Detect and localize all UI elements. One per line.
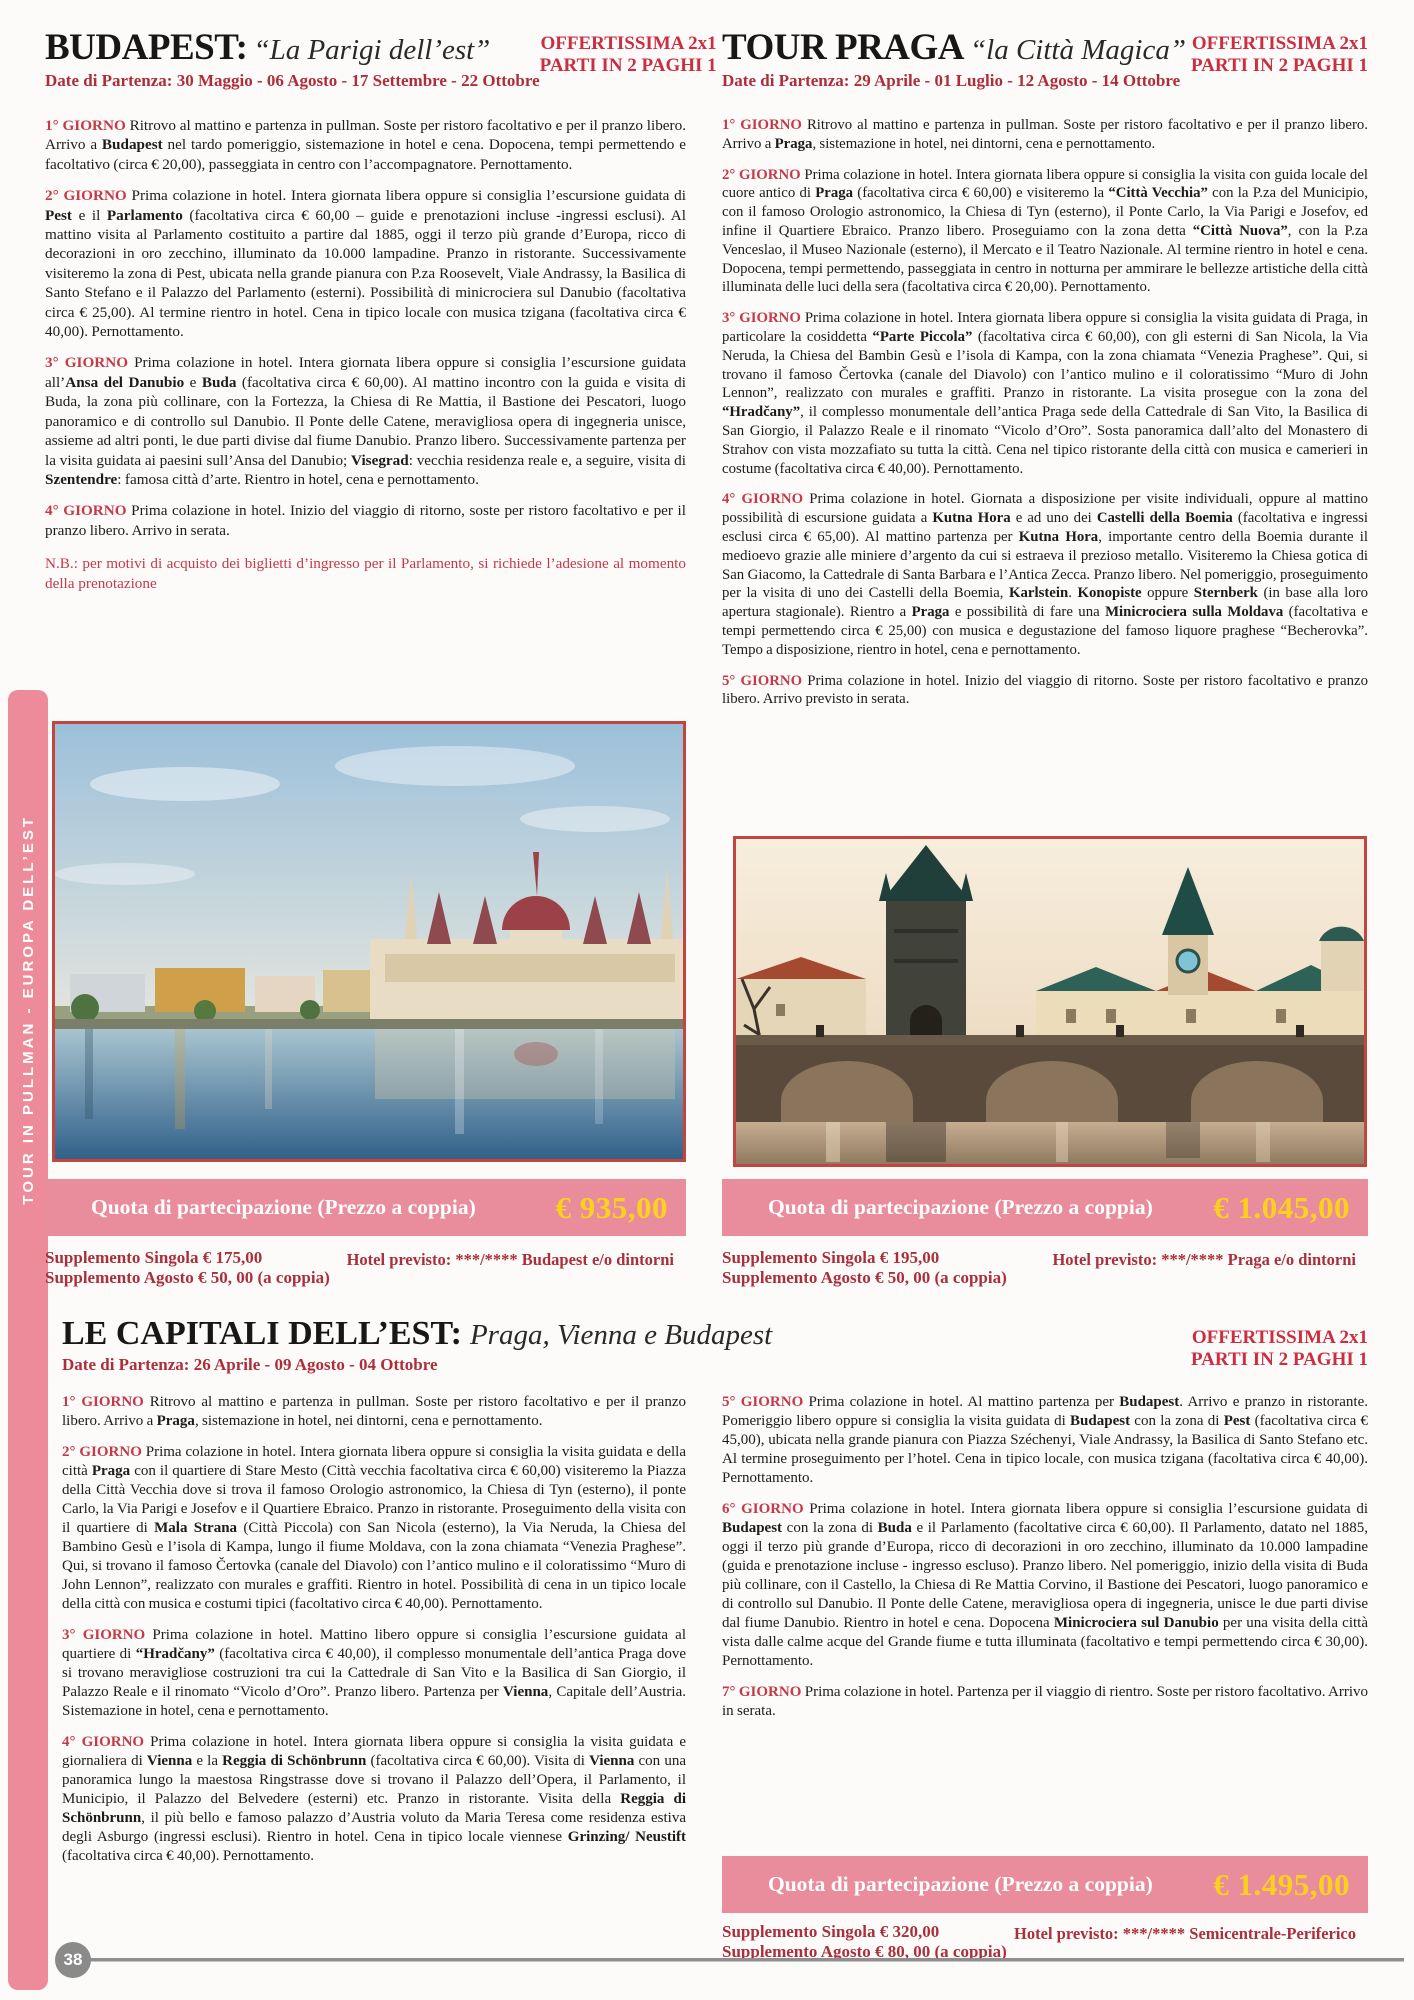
day-label: 3° GIORNO <box>62 1627 146 1643</box>
budapest-offer <box>540 28 717 77</box>
budapest-title-line <box>45 28 540 91</box>
day-text: Prima colazione in hotel. Inizio del viaggio di ritorno, soste per ristoro facoltativo e per il pranzo libero. Arrivo in serata. <box>45 502 686 539</box>
price-label: Quota di partecipazione (Prezzo a coppia) <box>768 1195 1153 1219</box>
day-label: 3° GIORNO <box>722 310 801 327</box>
day-label: 4° GIORNO <box>45 502 127 520</box>
price-label: Quota di partecipazione (Prezzo a coppia) <box>768 1872 1153 1896</box>
praga-supplements <box>722 1248 1368 1287</box>
praga-itinerary <box>722 116 1368 721</box>
day-text: Ritrovo al mattino e partenza in pullman. Soste per ristoro facoltativo e per il pranzo libero. Arrivo a Praga, sistemazione in hotel, nei dintorni, cena e pernottamento. <box>62 1394 686 1429</box>
budapest-header <box>45 27 717 91</box>
day-text: Prima colazione in hotel. Intera giornata libera oppure si consiglia la visita con guida locale del cuore antico di Praga (facoltativa circa € 60,00) e visiteremo la “Città Vecchia” con la P.za del Municipio, con il famoso Orologio astronomico, la Chiesa di Tyn (esterno), il Ponte Carlo, la Via Parigi e Josefov, ed infine il Quartiere Ebraico. Pranzo libero. Proseguiamo con la zona detta “Città Nuova”, con la P.za Venceslao, il Museo Nazionale (esterno), il Mercato e il Teatro Nazionale. Al termine rientro in hotel e cena. Dopocena, tempi permettendo, passeggiata in centro in notturna per ammirare le bellezze artistiche della città illuminata delle luci della sera (facoltativa circa € 20,00). Pernottamento. <box>722 166 1369 296</box>
budapest-title: BUDAPEST: <box>45 27 248 68</box>
price-value: € 935,00 <box>555 1189 668 1225</box>
tour-day-paragraph <box>722 1683 1368 1721</box>
supplement-single: Supplemento Singola € 175,00 <box>45 1248 263 1267</box>
day-text: Prima colazione in hotel. Intera giornata libera oppure si consiglia la visita guidata e giornaliera di Vienna e la Reggia di Schönbrunn (facoltativa circa € 60,00). Visita di Vienna con una panoramica lungo la maestosa Ringstrasse dove si trovano il Palazzo dell’Opera, il Parlamento, il Municipio, il Palazzo del Belvedere (esterni) etc. Pranzo in ristorante. Visita della Reggia di Schönbrunn, il più bello e famoso palazzo d’Austria voluto da Maria Teresa come residenza estiva degli Asburgo (ingressi esclusi). Rientro in hotel. Cena in tipico locale viennese Grinzing/ Neustift (facoltativa circa € 40,00). Pernottamento. <box>62 1734 686 1864</box>
day-label: 1° GIORNO <box>62 1394 144 1410</box>
day-text: Prima colazione in hotel. Giornata a disposizione per visite individuali, oppure al mattino possibilità di escursione guidata a Kutna Hora e ad uno dei Castelli della Boemia (facoltativa e ingressi esclusi circa € 65,00). Al mattino partenza per Kutna Hora, importante centro della Boemia durante il medioevo grazie alle miniere d’argento da cui si estraeva il prezioso metallo. Visiteremo la Chiesa gotica di San Giacomo, la Cattedrale di Santa Barbara e l’Antica Zecca. Pranzo libero. Nel pomeriggio, proseguimento per la visita di uno dei Castelli della Boemia, Karlstein. Konopiste oppure Sternberk (in base alla loro apertura stagionale). Rientro a Praga e possibilità di fare una Minicrociera sulla Moldava (facoltativa e tempi permettendo circa € 25,00) con musica e degustazione del famoso liquore praghese “Becherovka”. Tempo a disposizione, rientro in hotel, cena e pernottamento. <box>722 491 1369 658</box>
day-text: Ritrovo al mattino e partenza in pullman. Soste per ristoro facoltativo e per il pranzo libero. Arrivo a Budapest nel tardo pomeriggio, sistemazione in hotel e cena. Dopocena, tempi permettendo e facoltativo (circa € 20,00), passeggiata in centro con l’accompagnatore. Pernottamento. <box>45 117 686 173</box>
side-band-label: TOUR IN PULLMAN - EUROPA DELL’EST <box>19 815 37 1205</box>
price-label: Quota di partecipazione (Prezzo a coppia) <box>91 1195 476 1219</box>
day-text: Prima colazione in hotel. Mattino libero oppure si consiglia l’escursione guidata al quartiere di “Hradčany” (facoltativa circa € 40,00), il complesso monumentale dell’antica Praga dove si trovano meravigliose costruzioni tra cui la Cattedrale di San Vito e la Basilica di San Giorgio, il Palazzo Reale e il rinomato “Vicolo d’Oro”. Pranzo libero. Partenza per Vienna, Capitale dell’Austria. Sistemazione in hotel, cena e pernottamento. <box>62 1627 686 1719</box>
tour-day-paragraph <box>722 672 1368 710</box>
day-label: 4° GIORNO <box>62 1734 145 1750</box>
day-text: Prima colazione in hotel. Intera giornata libera oppure si consiglia la visita guidata di Praga, in particolare la cosiddetta “Parte Piccola” (facoltativa circa € 60,00), con gli esterni di San Nicola, la Via Neruda, la Chiesa del Bambin Gesù e l’isola di Kampa, con la zona chiamata “Venezia Praghese”. Qui, si trovano il famoso Čertovka (canale del Diavolo) con l’antico mulino e il coloratissimo “Muro di John Lennon”, realizzato con murales e graffiti. Pranzo in ristorante. La visita prosegue con la zona del “Hradčany”, il complesso monumentale dell’antica Praga sede della Cattedrale di San Vito, la Basilica di San Giorgio, il Palazzo Reale e il rinomato “Vicolo d’Oro”. Sosta panoramica dall’alto del Monastero di Strahov con vista mozzafiato su tutta la città. Cena nel tipico ristorante della città con musica e camerieri in costume (facoltativa circa € 40,00). Pernottamento. <box>722 310 1368 477</box>
supplement-august: Supplemento Agosto € 50, 00 (a coppia) <box>45 1267 330 1287</box>
tour-day-paragraph <box>62 1443 686 1614</box>
budapest-subtitle: “La Parigi dell’est” <box>253 34 491 66</box>
capitali-header <box>62 1316 772 1375</box>
tour-day-paragraph <box>722 166 1368 298</box>
hotel-note: Hotel previsto: ***/**** Praga e/o dintorni <box>1052 1250 1356 1269</box>
day-text: Ritrovo al mattino e partenza in pullman. Soste per ristoro facoltativo e per il pranzo libero. Arrivo a Praga, sistemazione in hotel, nei dintorni, cena e pernottamento. <box>722 117 1368 152</box>
tour-day-paragraph <box>62 1393 686 1431</box>
tour-day-paragraph <box>45 353 686 489</box>
budapest-supplements <box>45 1248 686 1287</box>
tour-day-paragraph <box>722 490 1368 659</box>
capitali-title: LE CAPITALI DELL’EST: <box>62 1315 462 1352</box>
offer-line: OFFERTISSIMA 2x1 <box>1191 33 1368 54</box>
day-label: 5° GIORNO <box>722 1394 804 1410</box>
capitali-supplements <box>722 1922 1368 1961</box>
supplement-single: Supplemento Singola € 195,00 <box>722 1248 940 1267</box>
day-text: Prima colazione in hotel. Inizio del viaggio di ritorno. Soste per ristoro facoltativo e pranzo libero. Arrivo previsto in serata. <box>722 672 1368 708</box>
footer-rule <box>88 1958 1404 1962</box>
tour-day-paragraph <box>62 1626 686 1721</box>
day-label: 4° GIORNO <box>722 491 804 508</box>
prague-charles-bridge-photo <box>733 836 1367 1167</box>
day-text: Prima colazione in hotel. Intera giornata libera oppure si consiglia l’escursione guidata di Pest e il Parlamento (facoltativa circa € 60,00 – guide e prenotazioni incluse -ingressi esclusi). Al mattino visita al Parlamento costituito a partire dal 1885, oggi il terzo più grande d’Europa, ricco di decorazioni in oro zecchino, illuminato da 10.000 lampadine. Pranzo in ristorante. Successivamente visiteremo la zona di Pest, ubicata nella grande pianura con P.za Roosevelt, Viale Andrassy, la Basilica di Santo Stefano e il Palazzo del Parlamento (esterni). Possibilità di minicrociera sul Danubio (facoltativa circa € 25,00). Al termine rientro in hotel. Cena in tipico locale con musica tzigana (facoltativa circa € 40,00). Pernottamento. <box>45 187 686 341</box>
capitali-itinerary-left <box>62 1393 686 1878</box>
tour-day-paragraph <box>45 186 686 341</box>
day-label: 1° GIORNO <box>722 117 802 133</box>
side-label-wrap <box>8 690 48 1330</box>
day-label: 2° GIORNO <box>45 187 127 205</box>
budapest-dates: Date di Partenza: 30 Maggio - 06 Agosto - 17 Settembre - 22 Ottobre <box>45 71 540 90</box>
side-band <box>8 690 48 1990</box>
capitali-price-bar <box>722 1856 1368 1913</box>
supplement-august: Supplemento Agosto € 50, 00 (a coppia) <box>722 1267 1007 1287</box>
praga-price-bar <box>722 1179 1368 1236</box>
day-text: Prima colazione in hotel. Partenza per il viaggio di rientro. Soste per ristoro facoltativo. Arrivo in serata. <box>722 1684 1368 1719</box>
budapest-price-bar <box>45 1179 686 1236</box>
tour-day-paragraph <box>722 1500 1368 1671</box>
praga-offer <box>1191 28 1368 77</box>
hotel-note: Hotel previsto: ***/**** Semicentrale-Periferico <box>1014 1924 1356 1943</box>
praga-subtitle: “la Città Magica” <box>970 34 1186 66</box>
capitali-itinerary-right <box>722 1393 1368 1733</box>
day-label: 2° GIORNO <box>62 1444 142 1460</box>
capitali-offer <box>1100 1322 1368 1371</box>
budapest-parliament-photo <box>52 721 686 1162</box>
supplement-lines <box>45 1248 330 1287</box>
page-number-badge: 38 <box>55 1942 91 1978</box>
budapest-photo-graphic <box>55 724 683 1159</box>
tour-day-paragraph <box>62 1733 686 1866</box>
supplement-august: Supplemento Agosto € 80, 00 (a coppia) <box>722 1941 1007 1961</box>
praga-dates: Date di Partenza: 29 Aprile - 01 Luglio - 12 Agosto - 14 Ottobre <box>722 71 1181 90</box>
offer-line: PARTI IN 2 PAGHI 1 <box>539 55 717 76</box>
offer-line: PARTI IN 2 PAGHI 1 <box>1190 1349 1368 1370</box>
praga-header <box>722 28 1368 91</box>
praga-title: TOUR PRAGA <box>722 27 965 68</box>
price-value: € 1.495,00 <box>1213 1866 1350 1902</box>
prague-photo-graphic <box>736 839 1364 1164</box>
day-label: 5° GIORNO <box>722 672 803 689</box>
day-label: 1° GIORNO <box>45 117 126 134</box>
day-text: Prima colazione in hotel. Intera giornata libera oppure si consiglia la visita guidata e della città Praga con il quartiere di Stare Mesto (Città vecchia facoltativa circa € 60,00) visiteremo la Piazza della Città Vecchia dove si trova il famoso Orologio astronomico, la Chiesa di Tyn (esterno), il ponte Carlo, la Via Parigi e Josefov e il Quartiere Ebraico. Pranzo in ristorante. Proseguimento della visita con il quartiere di Mala Strana (Città Piccola) con San Nicola (esterno), la Via Neruda, la Chiesa del Bambino Gesù e l’isola di Kampa, lungo il fiume Moldava, con la zona chiamata “Venezia Praghese”. Qui, si trovano il famoso Čertovka (canale del Diavolo) con l’antico mulino e il coloratissimo “Muro di John Lennon”, realizzato con murales e graffiti. Rientro in hotel. Possibilità di cena in un tipico locale della città con musica e costumi tipici (facoltativo circa € 40,00). Pernottamento. <box>62 1444 686 1612</box>
supplement-lines <box>722 1922 1007 1961</box>
supplement-lines <box>722 1248 1007 1287</box>
day-label: 6° GIORNO <box>722 1501 804 1517</box>
budapest-note: N.B.: per motivi di acquisto dei biglietti d’ingresso per il Parlamento, si richiede l’adesione al momento della prenotazione <box>45 555 686 592</box>
tour-day-paragraph <box>722 309 1368 478</box>
capitali-dates: Date di Partenza: 26 Aprile - 09 Agosto - 04 Ottobre <box>62 1355 438 1374</box>
day-text: Prima colazione in hotel. Al mattino partenza per Budapest. Arrivo e pranzo in ristorante. Pomeriggio libero oppure si consiglia la visita guidata di Budapest con la zona di Pest (facoltativa circa € 45,00), ubicata nella grande pianura con Piazza Széchenyi, Viale Andrassy, la Basilica di Santo Stefano etc. Al termine proseguimento per l’hotel. Cena in tipico locale, con musica tzigana (facoltativa circa € 40,00). Pernottamento. <box>722 1394 1369 1486</box>
capitali-subtitle: Praga, Vienna e Budapest <box>469 1319 773 1351</box>
day-text: Prima colazione in hotel. Intera giornata libera oppure si consiglia l’escursione guidata all’Ansa del Danubio e Buda (facoltativa circa € 60,00). Al mattino incontro con la guida e visita di Buda, la zona più collinare, con la Fortezza, la Chiesa di Re Mattia, il Bastione dei Pescatori, luogo panoramico e di controllo sul Danubio. Il Ponte delle Catene, meravigliosa opera di ingegneria unisce, assieme ad altri ponti, le due parti divise dal fiume Danubio. Pranzo libero. Successivamente partenza per la visita guidata ai paesini sull’Ansa del Danubio; Visegrad: vecchia residenza reale e, a seguire, visita di Szentendre: famosa città d’arte. Rientro in hotel, cena e pernottamento. <box>45 354 687 488</box>
tour-day-paragraph <box>722 1393 1368 1488</box>
budapest-itinerary <box>45 116 686 608</box>
supplement-single: Supplemento Singola € 320,00 <box>722 1922 940 1941</box>
tour-day-paragraph <box>45 501 686 540</box>
day-text: Prima colazione in hotel. Intera giornata libera oppure si consiglia l’escursione guidata di Budapest con la zona di Buda e il Parlamento (facoltative circa € 60,00). Il Parlamento, datato nel 1885, oggi il terzo più grande d’Europa, ricco di decorazioni in oro zecchino, illuminato da 10.000 lampadine (guida e prenotazione incluse - ingresso escluso). Pranzo libero. Nel pomeriggio, inizio della visita di Buda più collinare, con il Castello, la Chiesa di Re Mattia Corvino, il Bastione dei Pescatori, luogo panoramico e di controllo sul Danubio. Il Ponte delle Catene, meravigliosa opera di ingegneria, unisce le due parti divise dal fiume Danubio. Rientro in hotel e cena. Dopocena Minicrociera sul Danubio per una visita della città vista dalle calme acque del Grande fiume e tutta illuminata (facoltativo e tempi permettendo circa € 30,00). Pernottamento. <box>722 1501 1368 1669</box>
day-label: 2° GIORNO <box>722 166 801 183</box>
tour-day-paragraph <box>722 116 1368 154</box>
offer-line: OFFERTISSIMA 2x1 <box>1191 1327 1368 1348</box>
day-label: 3° GIORNO <box>45 354 129 372</box>
hotel-note: Hotel previsto: ***/**** Budapest e/o dintorni <box>346 1250 674 1269</box>
price-value: € 1.045,00 <box>1213 1189 1350 1225</box>
tour-day-paragraph <box>45 116 686 174</box>
praga-title-line <box>722 28 1186 91</box>
day-label: 7° GIORNO <box>722 1684 802 1700</box>
offer-line: OFFERTISSIMA 2x1 <box>540 33 717 54</box>
offer-line: PARTI IN 2 PAGHI 1 <box>1190 55 1368 76</box>
